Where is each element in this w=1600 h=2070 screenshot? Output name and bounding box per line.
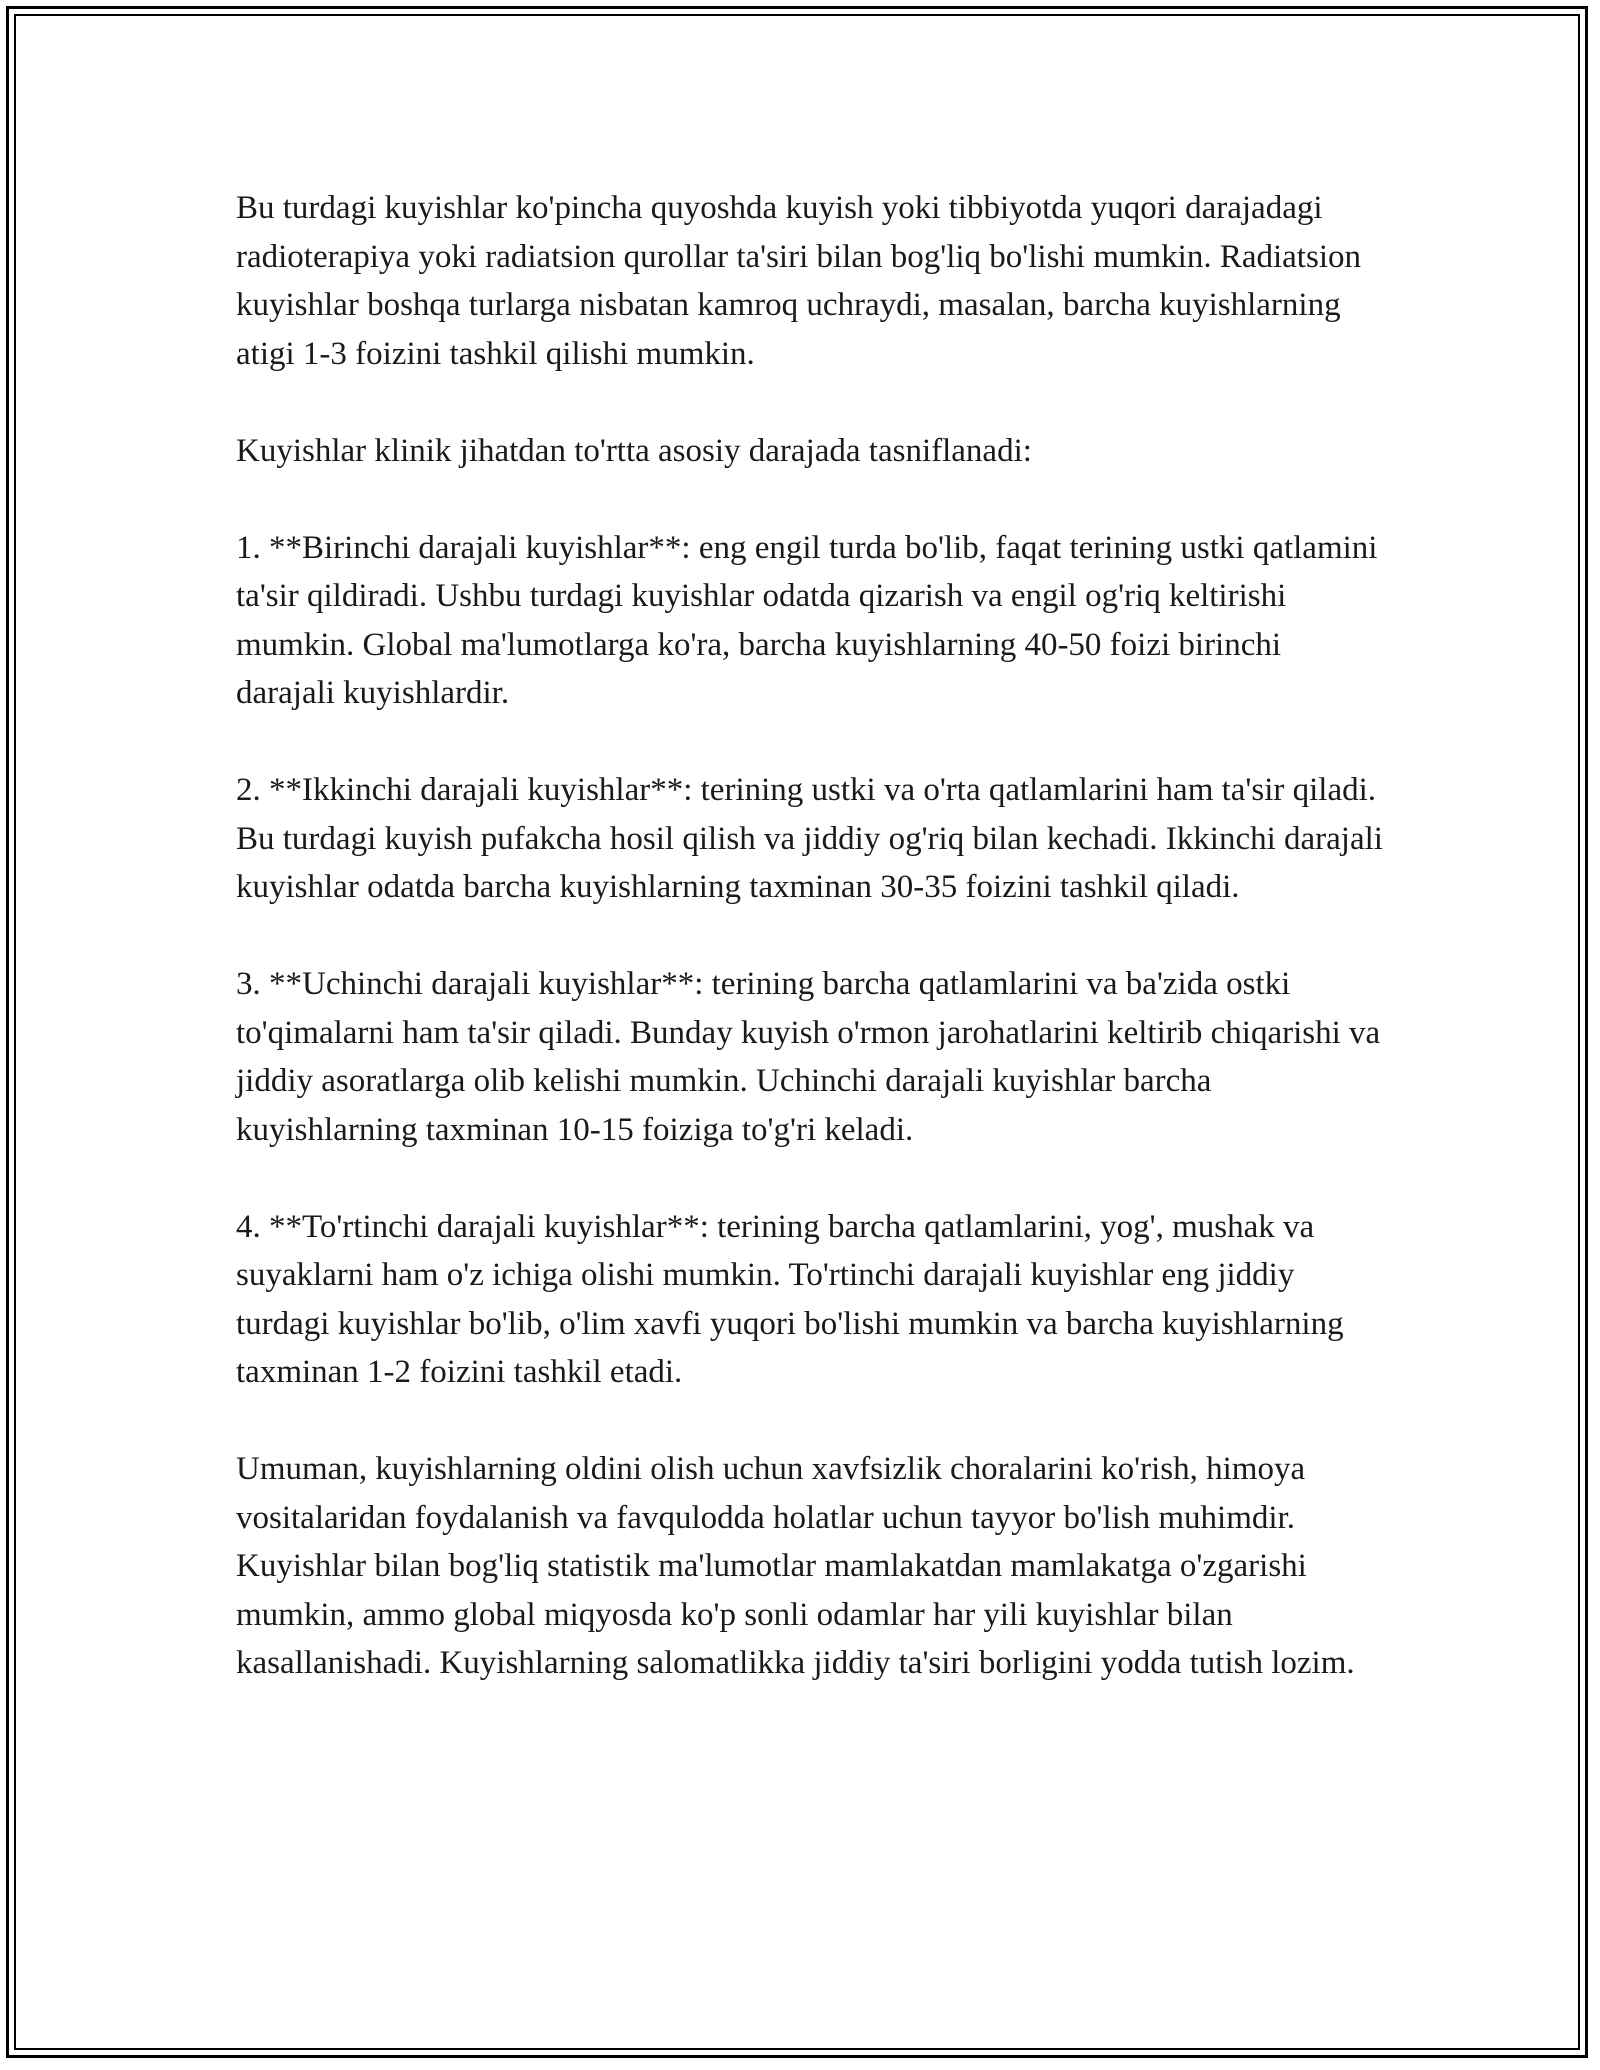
paragraph-second-degree: 2. **Ikkinchi darajali kuyishlar**: terining ustki va o'rta qatlamlarini ham ta'sir qiladi. Bu turdagi kuyish pufakcha hosil qilish va jiddiy og'riq bilan kechadi. Ikkinchi darajali kuyishlar odatda barcha kuyishlarning taxminan 30-35 foizini tashkil qiladi. (236, 772, 1383, 905)
paragraph-fourth-degree: 4. **To'rtinchi darajali kuyishlar**: terining barcha qatlamlarini, yog', mushak va suyaklarni ham o'z ichiga olishi mumkin. To'rtinchi darajali kuyishlar eng jiddiy turdagi kuyishlar bo'lib, o'lim xavfi yuqori bo'lishi mumkin va barcha kuyishlarning taxminan 1-2 foizini tashkil etadi. (236, 1208, 1344, 1390)
paragraph-classification-intro: Kuyishlar klinik jihatdan to'rtta asosiy darajada tasniflanadi: (236, 432, 1032, 469)
document-body (236, 184, 1386, 1688)
paragraph-third-degree: 3. **Uchinchi darajali kuyishlar**: terining barcha qatlamlarini va ba'zida ostki to'qimalarni ham ta'sir qiladi. Bunday kuyish o'rmon jarohatlarini keltirib chiqarishi va jiddiy asoratlarga olib kelishi mumkin. Uchinchi darajali kuyishlar barcha kuyishlarning taxminan 10-15 foiziga to'g'ri keladi. (236, 966, 1381, 1148)
paragraph-first-degree: 1. **Birinchi darajali kuyishlar**: eng engil turda bo'lib, faqat terining ustki qatlamini ta'sir qildiradi. Ushbu turdagi kuyishlar odatda qizarish va engil og'riq keltirishi mumkin. Global ma'lumotlarga ko'ra, barcha kuyishlarning 40-50 foizi birinchi darajali kuyishlardir. (236, 529, 1378, 711)
paragraph-conclusion: Umuman, kuyishlarning oldini olish uchun xavfsizlik choralarini ko'rish, himoya vositalaridan foydalanish va favqulodda holatlar uchun tayyor bo'lish muhimdir. Kuyishlar bilan bog'liq statistik ma'lumotlar mamlakatdan mamlakatga o'zgarishi mumkin, ammo global miqyosda ko'p sonli odamlar har yili kuyishlar bilan kasallanishadi. Kuyishlarning salomatlikka jiddiy ta'siri borligini yodda tutish lozim. (236, 1451, 1355, 1681)
paragraph-radiation-burns: Bu turdagi kuyishlar ko'pincha quyoshda kuyish yoki tibbiyotda yuqori darajadagi radioterapiya yoki radiatsion qurollar ta'siri bilan bog'liq bo'lishi mumkin. Radiatsion kuyishlar boshqa turlarga nisbatan kamroq uchraydi, masalan, barcha kuyishlarning atigi 1-3 foizini tashkil qilishi mumkin. (236, 190, 1361, 372)
